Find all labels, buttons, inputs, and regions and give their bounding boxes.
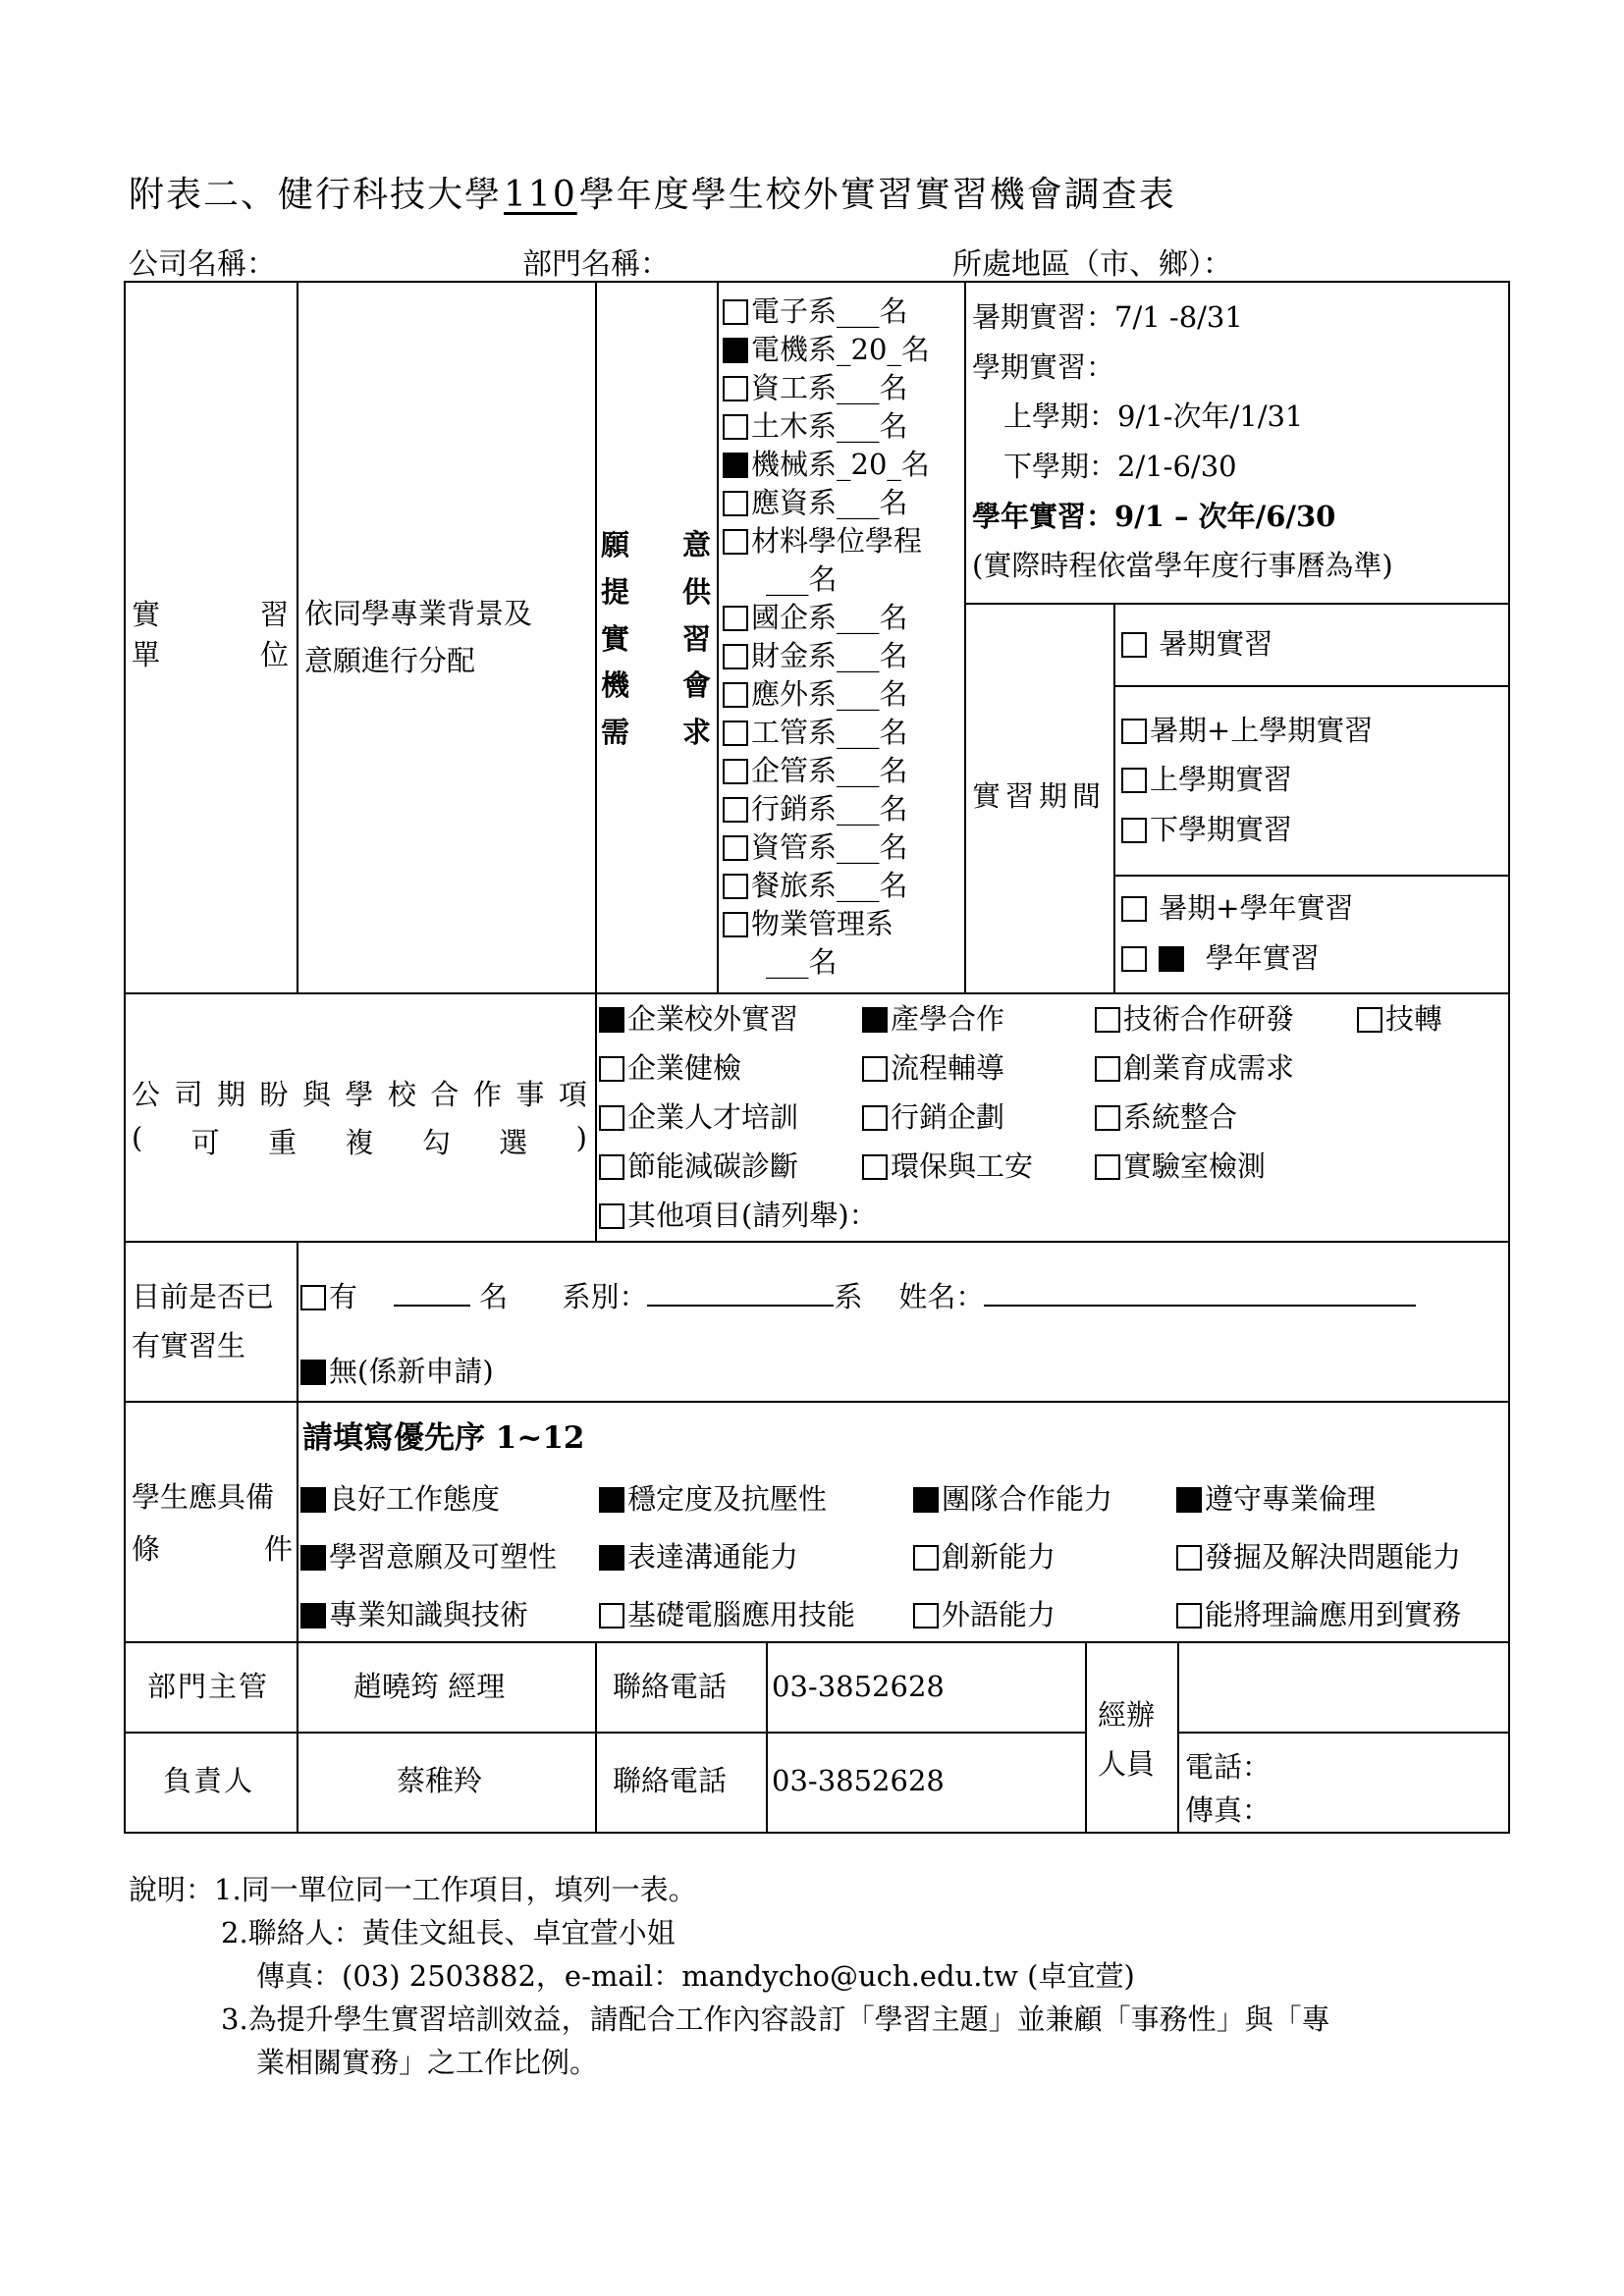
- checkbox[interactable]: [723, 529, 748, 555]
- col-divider: [766, 1641, 768, 1834]
- cooperation-item[interactable]: 技轉: [1357, 1000, 1442, 1038]
- checkbox[interactable]: [599, 1105, 624, 1131]
- period-option[interactable]: 暑期+上學期實習: [1121, 712, 1373, 749]
- col-divider: [595, 992, 597, 1241]
- checkbox[interactable]: [723, 759, 748, 784]
- checkbox[interactable]: [1121, 946, 1147, 972]
- period-option[interactable]: 上學期實習: [1121, 761, 1292, 798]
- phone-label: 聯絡電話: [613, 1764, 728, 1797]
- requirement-item[interactable]: 團隊合作能力: [913, 1480, 1112, 1518]
- has-interns-option[interactable]: 有 名 系別： 系 姓名：: [300, 1278, 1416, 1315]
- title-prefix: 附表二、健行科技大學: [129, 175, 503, 215]
- schedule-summer: 暑期實習：7/1 -8/31: [972, 300, 1243, 334]
- cooperation-item[interactable]: 行銷企劃: [862, 1098, 1004, 1136]
- checkbox[interactable]: [1121, 818, 1147, 843]
- requirement-item[interactable]: 穩定度及抗壓性: [599, 1480, 827, 1518]
- checkbox-checked[interactable]: [862, 1007, 888, 1033]
- region-label: 所處地區（市、鄉）：: [952, 247, 1232, 282]
- checkbox[interactable]: [723, 606, 748, 631]
- company-name-label: 公司名稱：: [129, 247, 276, 282]
- checkbox[interactable]: [913, 1603, 939, 1629]
- checkbox-checked[interactable]: [1176, 1487, 1202, 1513]
- department-item[interactable]: 電子系___名: [723, 293, 908, 330]
- checkbox-checked[interactable]: [300, 1545, 326, 1571]
- requirement-item[interactable]: 創新能力: [913, 1538, 1056, 1575]
- cooperation-item[interactable]: 企業校外實習: [599, 1000, 798, 1038]
- department-item[interactable]: 國企系___名: [723, 599, 908, 636]
- period-divider: [1113, 685, 1510, 687]
- cooperation-item[interactable]: 產學合作: [862, 1000, 1004, 1038]
- checkbox[interactable]: [1095, 1056, 1120, 1082]
- checkbox[interactable]: [599, 1056, 624, 1082]
- checkbox-checked[interactable]: [599, 1007, 624, 1033]
- requirement-item[interactable]: 能將理論應用到實務: [1176, 1596, 1461, 1633]
- department-item[interactable]: 應資系___名: [723, 484, 908, 521]
- col-divider: [1177, 1641, 1179, 1834]
- cooperation-item[interactable]: 企業人才培訓: [599, 1098, 798, 1136]
- department-item[interactable]: 電機系_20_名: [723, 331, 930, 368]
- name-blank[interactable]: [984, 1281, 1416, 1307]
- checkbox-checked[interactable]: [599, 1545, 624, 1571]
- checkbox[interactable]: [1176, 1545, 1202, 1571]
- schedule-divider: [964, 603, 1510, 605]
- department-item[interactable]: 資管系___名: [723, 828, 908, 866]
- cooperation-item[interactable]: 企業健檢: [599, 1049, 741, 1087]
- checkbox[interactable]: [1176, 1603, 1202, 1629]
- requirements-label1: 學生應具備: [132, 1480, 275, 1514]
- requirements-heading: 請填寫優先序 1~12: [302, 1420, 585, 1456]
- note-line2: 2.聯絡人：黃佳文組長、卓宜萱小姐: [221, 1916, 676, 1949]
- handler-tel[interactable]: 電話：: [1185, 1750, 1272, 1784]
- row-divider: [1177, 1732, 1510, 1734]
- checkbox[interactable]: [723, 835, 748, 861]
- manager-phone[interactable]: 03-3852628: [772, 1670, 945, 1703]
- requirement-item[interactable]: 表達溝通能力: [599, 1538, 798, 1575]
- department-item[interactable]: 機械系_20_名: [723, 446, 930, 483]
- department-item[interactable]: 材料學位學程: [723, 522, 922, 560]
- checkbox[interactable]: [723, 414, 748, 440]
- period-option[interactable]: 暑期+學年實習: [1121, 889, 1354, 927]
- checkbox[interactable]: [723, 797, 748, 823]
- unit-value-line1[interactable]: 依同學專業背景及: [304, 597, 533, 630]
- checkbox[interactable]: [1121, 632, 1147, 658]
- handler-label2: 人員: [1098, 1747, 1156, 1781]
- manager-name[interactable]: 趙曉筠 經理: [353, 1670, 506, 1703]
- checkbox[interactable]: [723, 682, 748, 708]
- checkbox[interactable]: [723, 874, 748, 899]
- checkbox[interactable]: [723, 721, 748, 746]
- manager-label: 部門主管: [147, 1670, 270, 1703]
- checkbox-checked[interactable]: [300, 1603, 326, 1629]
- checkbox-checked[interactable]: [723, 338, 748, 363]
- department-item[interactable]: 土木系___名: [723, 407, 908, 445]
- checkbox-checked[interactable]: [913, 1487, 939, 1513]
- form-title: [129, 167, 1176, 217]
- dept-blank[interactable]: [647, 1281, 834, 1307]
- cooperation-item[interactable]: 流程輔導: [862, 1049, 1004, 1087]
- owner-label: 負責人: [163, 1764, 255, 1797]
- row-divider: [124, 1732, 1085, 1734]
- requirement-item[interactable]: 發掘及解決問題能力: [1176, 1538, 1461, 1575]
- checkbox[interactable]: [1095, 1154, 1120, 1180]
- note-line5: 業相關實務」之工作比例。: [256, 2046, 599, 2079]
- current-interns-label1: 目前是否已: [132, 1280, 275, 1313]
- cooperation-item[interactable]: 環保與工安: [862, 1148, 1033, 1185]
- owner-phone[interactable]: 03-3852628: [772, 1764, 945, 1797]
- checkbox-checked[interactable]: [300, 1360, 326, 1385]
- schedule-first-semester: 上學期：9/1-次年/1/31: [1003, 400, 1304, 433]
- handler-label1: 經辦: [1098, 1698, 1156, 1732]
- row-divider: [124, 1241, 1510, 1243]
- note-line1: 說明：1.同一單位同一工作項目，填列一表。: [129, 1873, 697, 1906]
- cooperation-label: 公 司 期 盼 與 學 校 合 作 事 項 ( 可 重 複 勾 選 ): [132, 1078, 587, 1159]
- department-item[interactable]: ___名: [766, 562, 838, 596]
- cooperation-item[interactable]: 實驗室檢測: [1095, 1148, 1266, 1185]
- checkbox[interactable]: [723, 491, 748, 516]
- count-blank[interactable]: [394, 1281, 470, 1307]
- col-divider: [297, 281, 298, 992]
- demand-label: 願 意 提 供 實 習 機 會 需 求: [601, 528, 711, 749]
- department-item[interactable]: 資工系___名: [723, 369, 908, 406]
- checkbox[interactable]: [599, 1203, 624, 1229]
- owner-name[interactable]: 蔡稚羚: [397, 1764, 483, 1797]
- cooperation-item[interactable]: 系統整合: [1095, 1098, 1237, 1136]
- col-divider: [1113, 603, 1115, 992]
- period-option[interactable]: 下學期實習: [1121, 811, 1292, 848]
- checkbox-checked[interactable]: [723, 453, 748, 478]
- schedule-year: 學年實習：9/1 – 次年/6/30: [972, 500, 1336, 533]
- checkbox[interactable]: [862, 1105, 888, 1131]
- schedule-semester: 學期實習：: [972, 350, 1115, 384]
- cooperation-item[interactable]: 技術合作研發: [1095, 1000, 1294, 1038]
- handler-fax[interactable]: 傳真：: [1185, 1793, 1272, 1827]
- requirement-item[interactable]: 專業知識與技術: [300, 1596, 528, 1633]
- col-divider: [595, 1641, 597, 1834]
- current-interns-label2: 有實習生: [132, 1329, 246, 1362]
- col-divider: [717, 281, 719, 992]
- schedule-second-semester: 下學期：2/1-6/30: [1003, 450, 1237, 483]
- requirement-item[interactable]: 基礎電腦應用技能: [599, 1596, 855, 1633]
- checkbox[interactable]: [300, 1285, 326, 1310]
- checkbox[interactable]: [913, 1545, 939, 1571]
- no-interns-option[interactable]: 無(係新申請): [300, 1353, 494, 1390]
- title-suffix: 學年度學生校外實習實習機會調查表: [578, 175, 1176, 215]
- checkbox[interactable]: [1357, 1007, 1382, 1033]
- department-item[interactable]: 餐旅系___名: [723, 867, 908, 904]
- checkbox[interactable]: [862, 1154, 888, 1180]
- period-divider: [1113, 875, 1510, 877]
- department-item[interactable]: 工管系___名: [723, 714, 908, 751]
- requirements-label2: 條 件: [132, 1532, 293, 1566]
- cooperation-item[interactable]: 創業育成需求: [1095, 1049, 1294, 1087]
- cooperation-item[interactable]: 其他項目(請列舉)：: [599, 1197, 878, 1234]
- checkbox[interactable]: [723, 912, 748, 937]
- col-divider: [297, 1241, 298, 1834]
- requirement-item[interactable]: 學習意願及可塑性: [300, 1538, 557, 1575]
- schedule-note: (實際時程依當學年度行事曆為準): [972, 549, 1393, 582]
- department-item[interactable]: 企管系___名: [723, 752, 908, 789]
- unit-value-line2[interactable]: 意願進行分配: [304, 644, 476, 677]
- checkbox[interactable]: [1121, 768, 1147, 793]
- checkbox[interactable]: [599, 1603, 624, 1629]
- checkbox[interactable]: [1095, 1105, 1120, 1131]
- notes: [129, 1868, 1330, 2084]
- title-year[interactable]: 110: [504, 175, 577, 215]
- unit-label: 實 習 單 位: [132, 598, 289, 671]
- checkbox[interactable]: [1095, 1007, 1120, 1033]
- checkbox-checked[interactable]: [300, 1487, 326, 1513]
- department-name-label: 部門名稱：: [522, 247, 670, 282]
- note-line4: 3.為提升學生實習培訓效益，請配合工作內容設訂「學習主題」並兼顧「事務性」與「專: [221, 2002, 1330, 2036]
- requirement-item[interactable]: 外語能力: [913, 1596, 1056, 1633]
- period-option[interactable]: 暑期實習: [1121, 625, 1272, 663]
- checkbox[interactable]: [1121, 719, 1147, 744]
- department-item[interactable]: 財金系___名: [723, 637, 908, 674]
- checkbox-checked[interactable]: [1159, 946, 1184, 972]
- cooperation-item[interactable]: 節能減碳診斷: [599, 1148, 798, 1185]
- col-divider: [1085, 1641, 1087, 1834]
- checkbox[interactable]: [723, 299, 748, 325]
- checkbox-checked[interactable]: [599, 1487, 624, 1513]
- row-divider: [124, 1641, 1510, 1643]
- checkbox[interactable]: [862, 1056, 888, 1082]
- checkbox[interactable]: [1121, 896, 1147, 922]
- checkbox[interactable]: [723, 376, 748, 401]
- phone-label: 聯絡電話: [613, 1670, 728, 1703]
- row-divider: [124, 1401, 1510, 1403]
- requirement-item[interactable]: 遵守專業倫理: [1176, 1480, 1376, 1518]
- checkbox[interactable]: [723, 644, 748, 669]
- row-divider: [124, 992, 1510, 994]
- period-label: 實習期間: [972, 779, 1107, 813]
- requirement-item[interactable]: 良好工作態度: [300, 1480, 500, 1518]
- col-divider: [595, 281, 597, 992]
- col-divider: [964, 281, 966, 992]
- department-item[interactable]: 物業管理系: [723, 905, 893, 942]
- department-item[interactable]: ___名: [766, 945, 838, 979]
- department-item[interactable]: 行銷系___名: [723, 790, 908, 828]
- department-item[interactable]: 應外系___名: [723, 675, 908, 713]
- note-line3: 傳真：(03) 2503882，e-mail：mandycho@uch.edu.tw (卓宜萱): [256, 1959, 1135, 1993]
- checkbox[interactable]: [599, 1154, 624, 1180]
- period-option[interactable]: 學年實習: [1121, 939, 1320, 977]
